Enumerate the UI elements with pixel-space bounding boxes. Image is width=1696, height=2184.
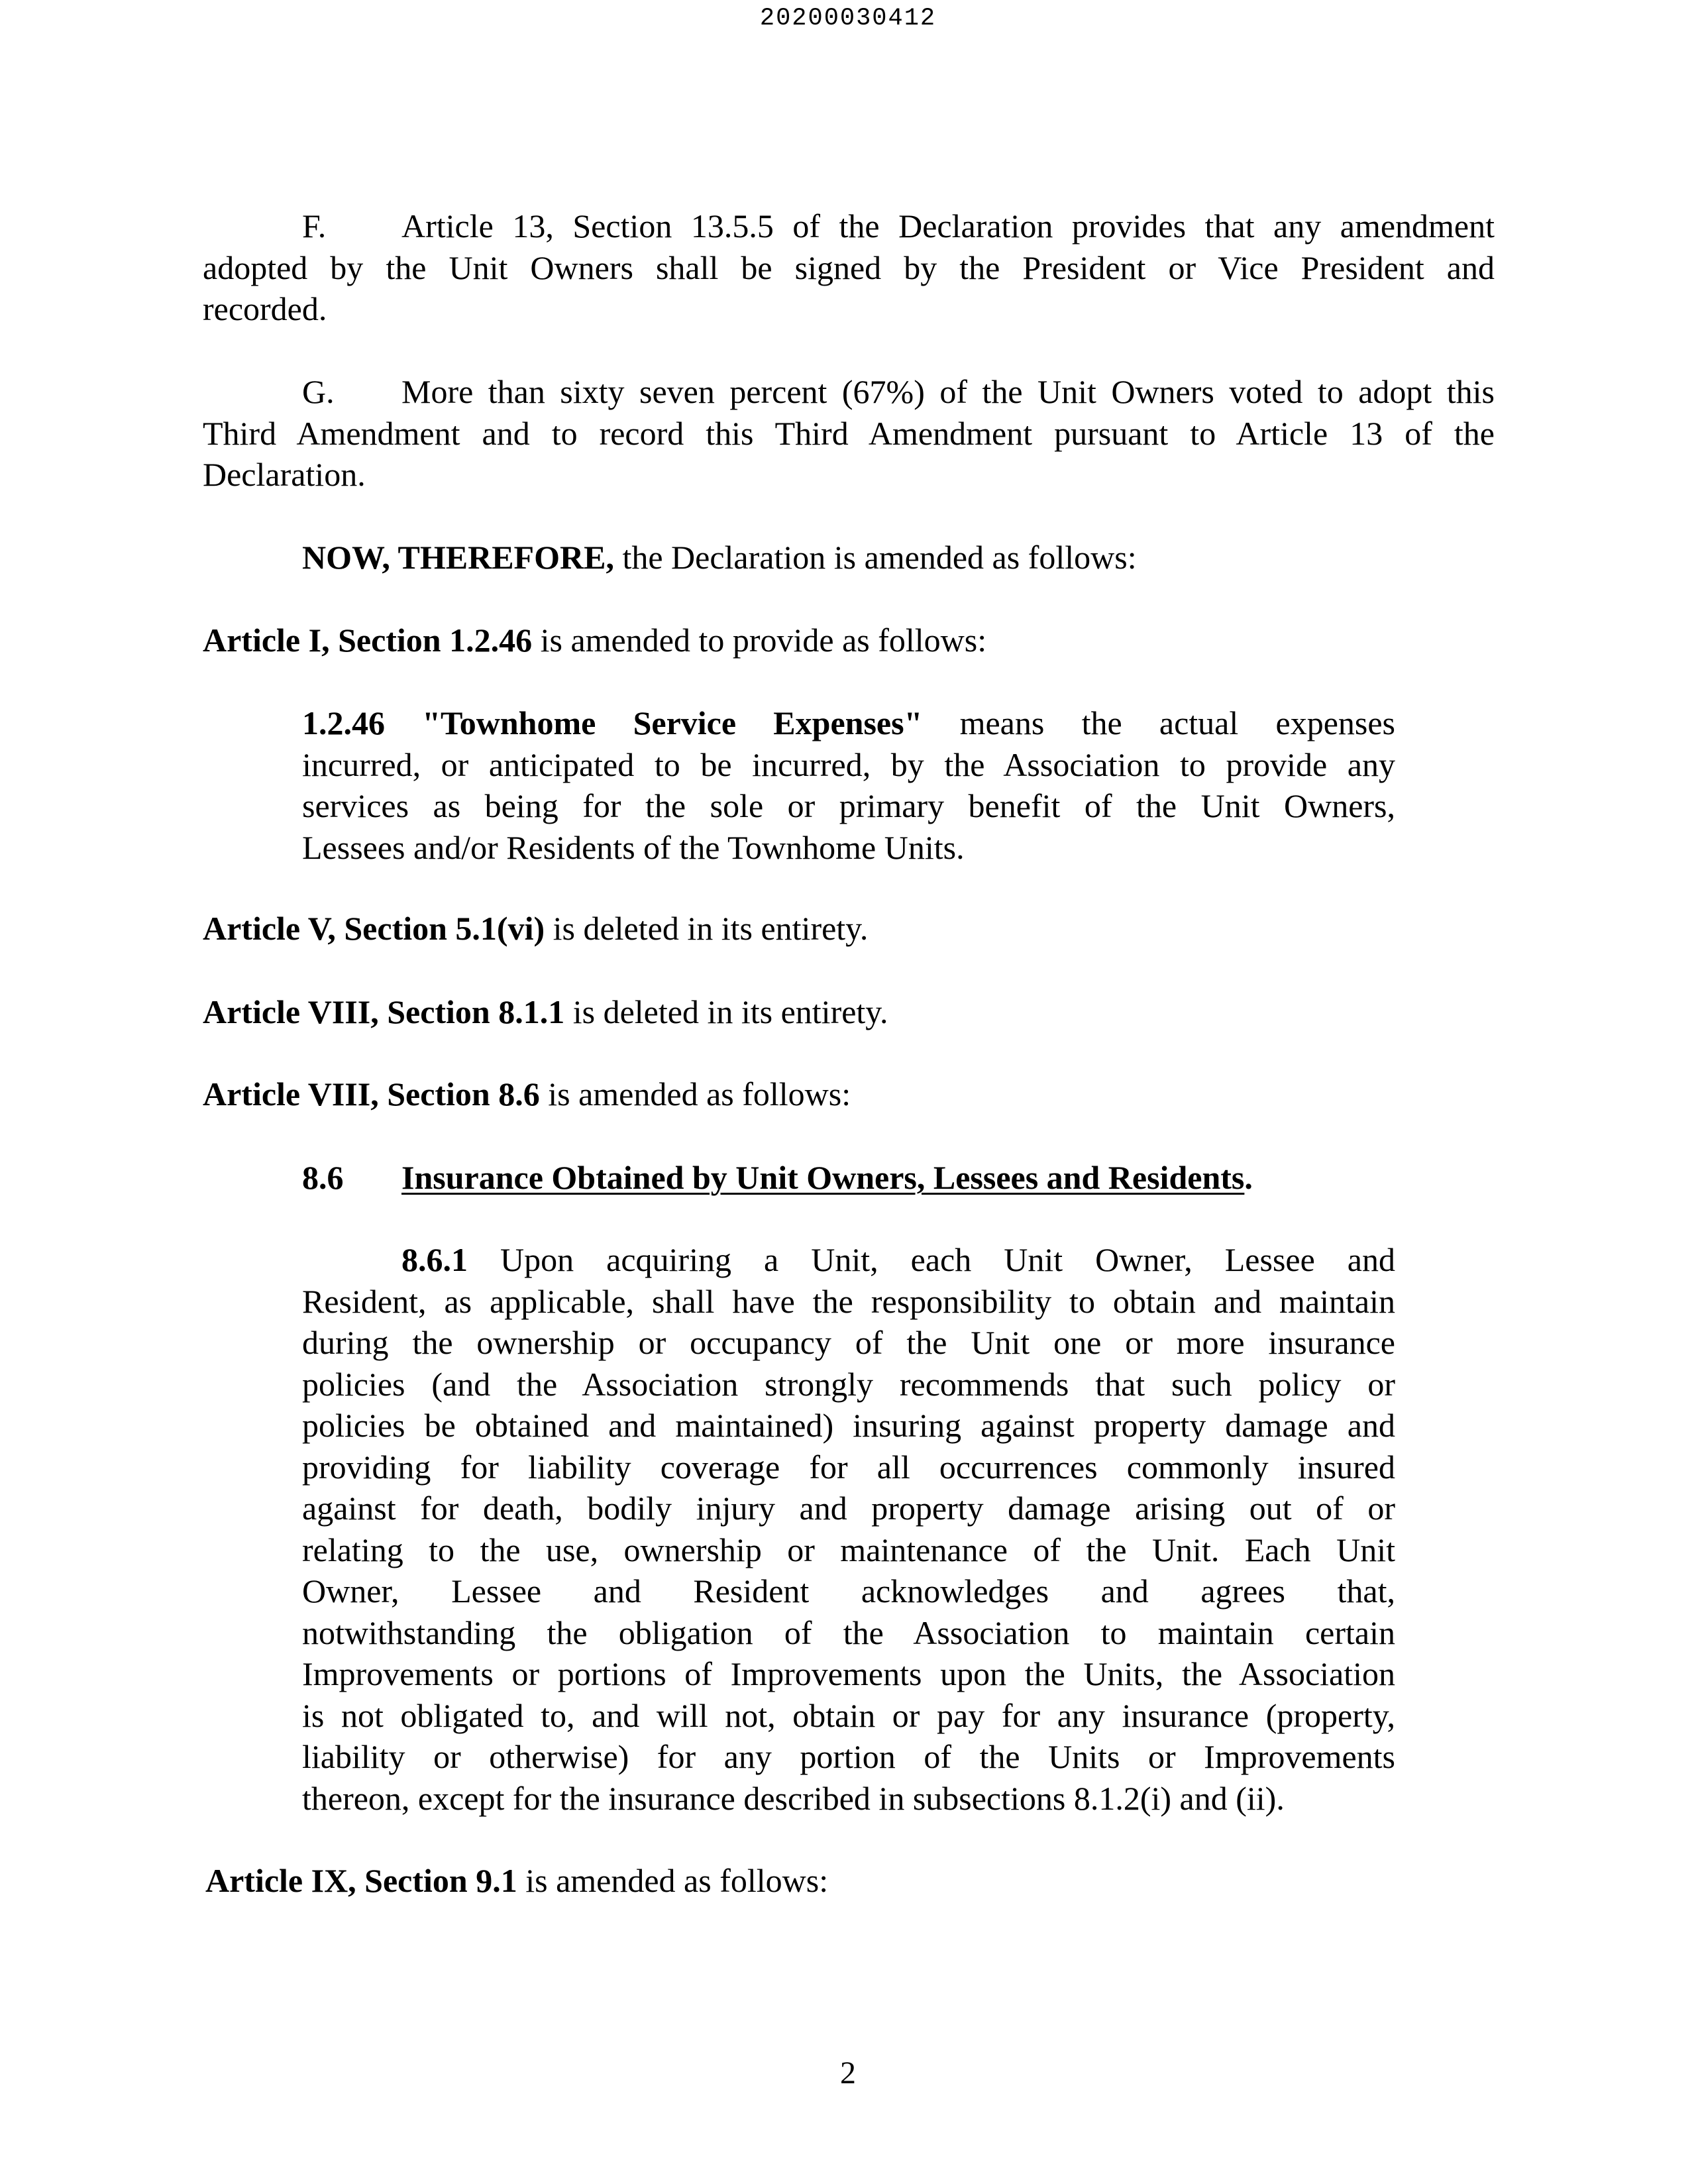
article-9-heading: Article IX, Section 9.1 is amended as follows: <box>205 1862 829 1899</box>
article-1-heading: Article I, Section 1.2.46 is amended to provide as follows: <box>203 622 987 659</box>
now-therefore-clause: NOW, THEREFORE, the Declaration is amended as follows: <box>302 539 1137 576</box>
section-8-6-1: 8.6.1 Upon acquiring a Unit, each Unit Owner, Lessee and Resident, as applicable, shall have the responsibility to obtain and maintain during the ownership or occupancy of the Unit one or more insurance policies (and the Association strongly recommends that such policy or policies be obtained and maintained) insuring against property damage and providing for liability coverage for all occurrences commonly insured against for death, bodily injury and property damage arising out of or relating to the use, ownership or maintenance of the Unit. Each Unit Owner, Lessee and Resident acknowledges and agrees that, notwithstanding the obligation of the Association to maintain certain Improvements or portions of Improvements upon the Units, the Association is not obligated to, and will not, obtain or pay for any insurance (property, liability or otherwise) for any portion of the Units or Improvements thereon, except for the insurance described in subsections 8.1.2(i) and (ii). <box>302 1241 1395 1817</box>
definition-1-2-46: 1.2.46 "Townhome Service Expenses" means the actual expenses incurred, or anticipated to be incurred, by the Association to provide any services as being for the sole or primary benefit of the Unit Owners, Lessees and/or Residents of the Townhome Units. <box>302 704 1395 866</box>
article-5-heading: Article V, Section 5.1(vi) is deleted in its entirety. <box>203 910 869 947</box>
page-number: 2 <box>840 2055 856 2091</box>
paragraph-label: G. <box>302 373 335 410</box>
section-8-6-title: 8.6 Insurance Obtained by Unit Owners, Lessees and Residents. <box>302 1159 1253 1196</box>
article-8-1-1-heading: Article VIII, Section 8.1.1 is deleted in its entirety. <box>203 993 888 1030</box>
recording-number: 20200030412 <box>759 5 937 32</box>
paragraph-label: F. <box>302 207 327 245</box>
paragraph-g: G. More than sixty seven percent (67%) of the Unit Owners voted to adopt this Third Amendment and to record this Third Amendment pursuant to Article 13 of the Declaration. <box>203 371 1495 496</box>
paragraph-f: F. Article 13, Section 13.5.5 of the Declaration provides that any amendment adopted by the Unit Owners shall be signed by the President or Vice President and recorded. <box>203 205 1495 330</box>
article-8-6-heading: Article VIII, Section 8.6 is amended as follows: <box>203 1075 851 1113</box>
